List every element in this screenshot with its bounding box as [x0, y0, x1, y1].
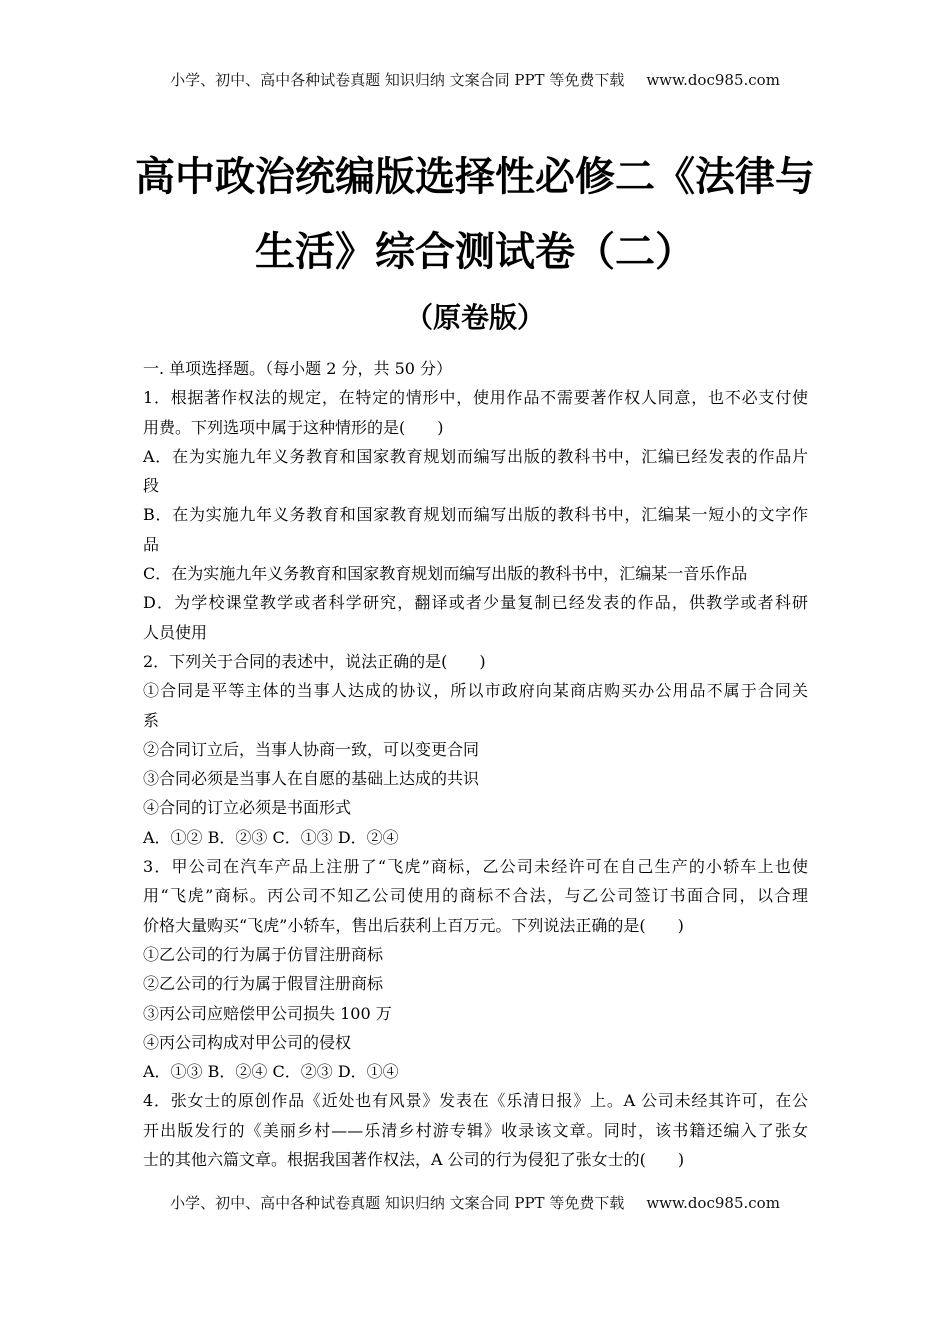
question-2-statement-1-cont: 系	[143, 710, 160, 730]
page-header	[0, 69, 950, 90]
question-1-option-a: A．在为实施九年义务教育和国家教育规划而编写出版的教科书中，汇编已经发表的作品片	[143, 446, 808, 466]
question-1-option-a-cont: 段	[143, 476, 160, 496]
header-text: 小学、初中、高中各种试卷真题 知识归纳 文案合同 PPT 等免费下载	[170, 71, 625, 89]
question-2-stem: 2．下列关于合同的表述中，说法正确的是( )	[143, 651, 486, 671]
question-3-statement-2: ②乙公司的行为属于假冒注册商标	[143, 974, 384, 994]
question-2-statement-4: ④合同的订立必须是书面形式	[143, 798, 352, 818]
question-3-line-1: 3．甲公司在汽车产品上注册了“飞虎”商标，乙公司未经许可在自己生产的小轿车上也使	[143, 857, 808, 877]
question-4-line-1: 4．张女士的原创作品《近处也有风景》发表在《乐清日报》上。A 公司未经其许可，在公	[143, 1091, 808, 1111]
document-title-line-1: 高中政治统编版选择性必修二《法律与	[135, 154, 815, 200]
question-2-statement-2: ②合同订立后，当事人协商一致，可以变更合同	[143, 739, 480, 759]
question-2-statement-3: ③合同必须是当事人在自愿的基础上达成的共识	[143, 769, 480, 789]
question-1-line-2: 用费。下列选项中属于这种情形的是( )	[143, 417, 444, 437]
header-site-link[interactable]: www.doc985.com	[646, 71, 780, 89]
question-1-option-b: B．在为实施九年义务教育和国家教育规划而编写出版的教科书中，汇编某一短小的文字作	[143, 505, 808, 525]
question-4-line-3: 士的其他六篇文章。根据我国著作权法，A 公司的行为侵犯了张女士的( )	[143, 1150, 685, 1170]
document-body	[143, 354, 808, 1174]
question-3-options: A．①③ B．②④ C．②③ D．①④	[143, 1062, 399, 1082]
question-1-option-c: C．在为实施九年义务教育和国家教育规划而编写出版的教科书中，汇编某一音乐作品	[143, 564, 748, 584]
question-3-line-3: 价格大量购买“飞虎”小轿车，售出后获利上百万元。下列说法正确的是( )	[143, 915, 684, 935]
footer-site-link[interactable]: www.doc985.com	[646, 1194, 780, 1212]
question-2-statement-1: ①合同是平等主体的当事人达成的协议，所以市政府向某商店购买办公用品不属于合同关	[143, 681, 808, 701]
question-3-statement-1: ①乙公司的行为属于仿冒注册商标	[143, 944, 384, 964]
document-title-line-2: 生活》综合测试卷（二）	[255, 229, 695, 275]
question-3-line-2: 用“飞虎”商标。丙公司不知乙公司使用的商标不合法，与乙公司签订书面合同，以合理	[143, 886, 808, 906]
question-3-statement-3: ③丙公司应赔偿甲公司损失 100 万	[143, 1003, 392, 1023]
question-1-option-d: D．为学校课堂教学或者科学研究，翻译或者少量复制已经发表的作品，供教学或者科研	[143, 593, 808, 613]
question-1-option-d-cont: 人员使用	[143, 622, 208, 642]
footer-text: 小学、初中、高中各种试卷真题 知识归纳 文案合同 PPT 等免费下载	[170, 1194, 625, 1212]
section-heading: 一. 单项选择题。（每小题 2 分，共 50 分）	[143, 359, 453, 378]
document-subtitle: （原卷版）	[404, 301, 545, 334]
question-2-options: A．①② B．②③ C．①③ D．②④	[143, 827, 399, 847]
page-footer	[0, 1192, 950, 1213]
question-4-line-2: 开出版发行的《美丽乡村——乐清乡村游专辑》收录该文章。同时，该书籍还编入了张女	[143, 1120, 808, 1140]
question-1-option-b-cont: 品	[143, 534, 160, 554]
question-3-statement-4: ④丙公司构成对甲公司的侵权	[143, 1032, 352, 1052]
question-1-line-1: 1．根据著作权法的规定，在特定的情形中，使用作品不需要著作权人同意，也不必支付使	[143, 388, 808, 408]
